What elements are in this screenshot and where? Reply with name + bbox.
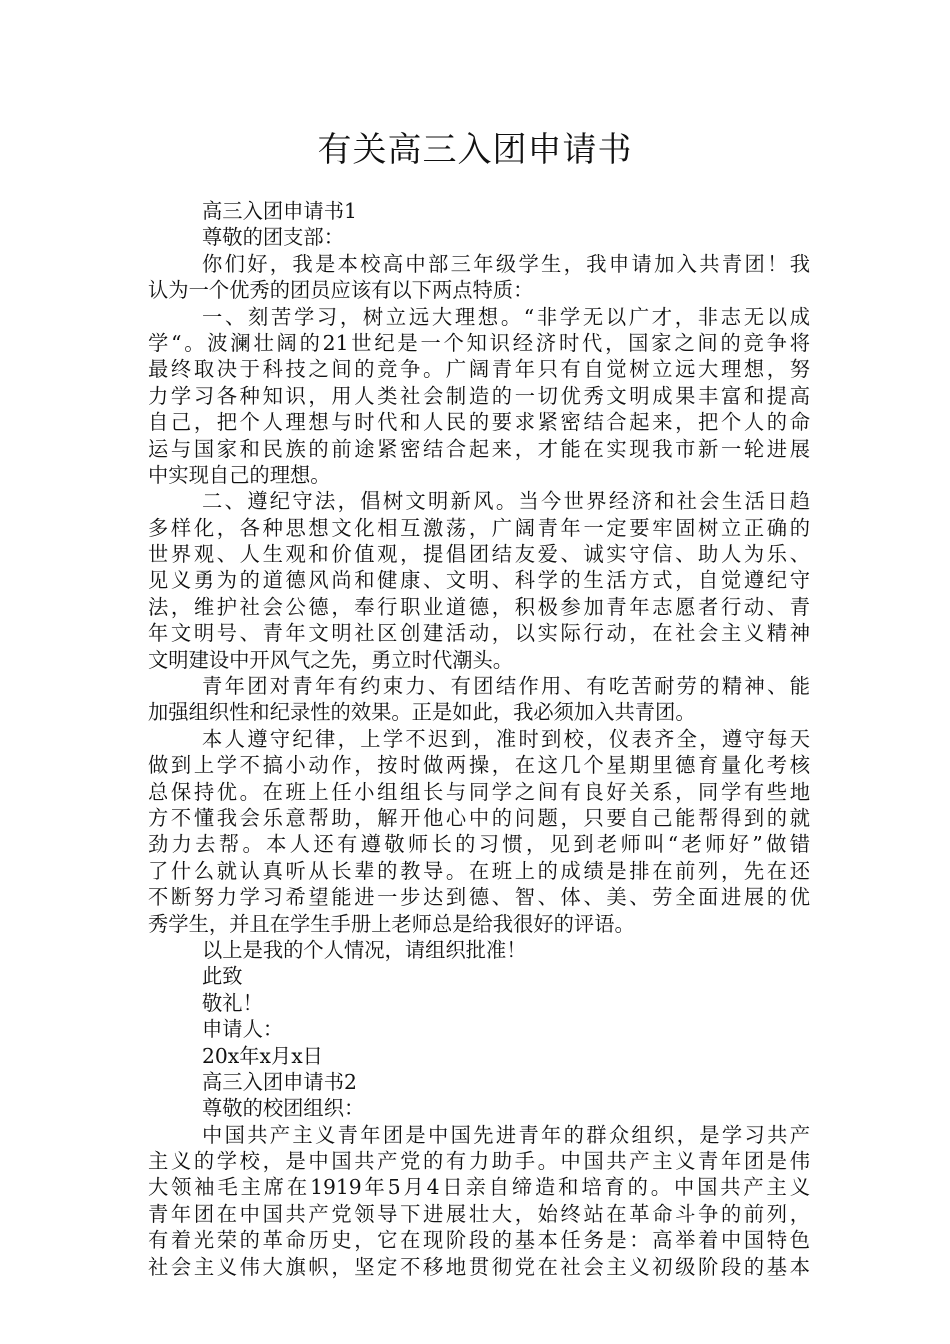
text-line: 法，维护社会公德，奉行职业道德，积极参加青年志愿者行动、青 (148, 594, 810, 619)
text-line: 认为一个优秀的团员应该有以下两点特质： (148, 278, 534, 303)
text-line: 做到上学不搞小动作，按时做两操，在这几个星期里德育量化考核 (148, 753, 810, 778)
text-line: 尊敬的校团组织： (202, 1096, 365, 1121)
text-line: 本人遵守纪律，上学不迟到，准时到校，仪表齐全，遵守每天 (202, 726, 810, 751)
text-line: 秀学生，并且在学生手册上老师总是给我很好的评语。 (148, 911, 635, 936)
text-line: 自己，把个人理想与时代和人民的要求紧密结合起来，把个人的命 (148, 410, 810, 435)
text-line: 总保持优。在班上任小组组长与同学之间有良好关系，同学有些地 (148, 779, 810, 804)
text-line: 社会主义伟大旗帜，坚定不移地贯彻党在社会主义初级阶段的基本 (148, 1254, 810, 1279)
text-line: 年文明号、青年文明社区创建活动，以实际行动，在社会主义精神 (148, 621, 810, 646)
text-line: 加强组织性和纪录性的效果。正是如此，我必须加入共青团。 (148, 700, 696, 725)
text-line: 有着光荣的革命历史，它在现阶段的基本任务是：高举着中国特色 (148, 1228, 810, 1253)
text-line: 中国共产主义青年团是中国先进青年的群众组织，是学习共产 (202, 1122, 810, 1147)
text-line: 申请人： (202, 1017, 284, 1042)
text-line: 你们好，我是本校高中部三年级学生，我申请加入共青团！我 (202, 251, 810, 276)
text-line: 最终取决于科技之间的竞争。广阔青年只有自觉树立远大理想，努 (148, 357, 810, 382)
text-line: 方不懂我会乐意帮助，解开他心中的问题，只要自己能帮得到的就 (148, 805, 810, 830)
text-line: 青年团在中国共产党领导下进展壮大，始终站在革命斗争的前列， (148, 1201, 810, 1226)
text-line: 主义的学校，是中国共产党的有力助手。中国共产主义青年团是伟 (148, 1149, 810, 1174)
text-line: 了什么就认真听从长辈的教导。在班上的成绩是排在前列，先在还 (148, 858, 810, 883)
text-line: 见义勇为的道德风尚和健康、文明、科学的生活方式，自觉遵纪守 (148, 568, 810, 593)
text-line: 20x年x月x日 (202, 1043, 323, 1068)
document-title: 有关高三入团申请书 (317, 130, 633, 170)
text-line: 力学习各种知识，用人类社会制造的一切优秀文明成果丰富和提高 (148, 383, 810, 408)
text-line: 此致 (202, 964, 243, 989)
text-line: 以上是我的个人情况，请组织批准！ (202, 937, 527, 962)
text-line: 多样化，各种思想文化相互激荡，广阔青年一定要牢固树立正确的 (148, 515, 810, 540)
text-line: 二、遵纪守法，倡树文明新风。当今世界经济和社会生活日趋 (202, 489, 810, 514)
text-line: 大领袖毛主席在1919年5月4日亲自缔造和培育的。中国共产主义 (148, 1175, 810, 1200)
text-line: 世界观、人生观和价值观，提倡团结友爱、诚实守信、助人为乐、 (148, 542, 810, 567)
text-line: 高三入团申请书2 (202, 1069, 357, 1094)
document-body (148, 198, 810, 1280)
text-line: 一、刻苦学习，树立远大理想。“非学无以广才，非志无以成 (202, 304, 810, 329)
text-line: 运与国家和民族的前途紧密结合起来，才能在实现我市新一轮进展 (148, 436, 810, 461)
text-line: 敬礼！ (202, 990, 263, 1015)
text-line: 高三入团申请书1 (202, 199, 357, 223)
text-line: 尊敬的团支部： (202, 225, 344, 250)
text-line: 中实现自己的理想。 (148, 462, 331, 487)
text-line: 青年团对青年有约束力、有团结作用、有吃苦耐劳的精神、能 (202, 674, 810, 699)
text-line: 文明建设中开风气之先，勇立时代潮头。 (148, 647, 514, 672)
text-line: 学“。波澜壮阔的21世纪是一个知识经济时代，国家之间的竞争将 (148, 330, 810, 355)
text-line: 劲力去帮。本人还有遵敬师长的习惯，见到老师叫“老师好”做错 (148, 832, 810, 857)
text-line: 不断努力学习希望能进一步达到德、智、体、美、劳全面进展的优 (148, 885, 810, 910)
